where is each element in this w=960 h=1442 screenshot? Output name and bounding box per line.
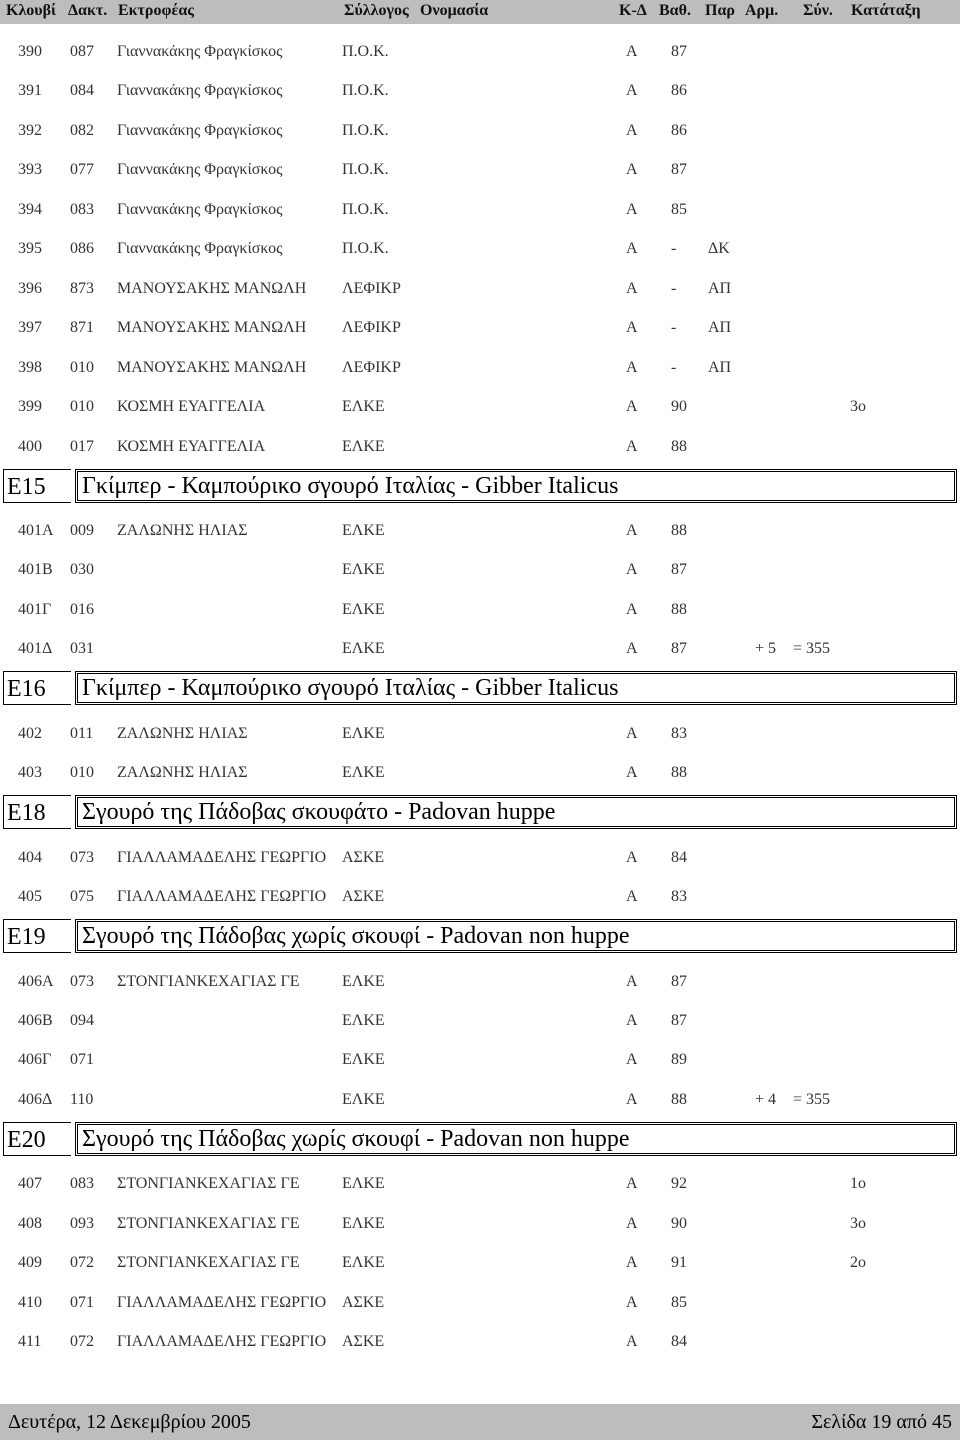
category-header	[0, 795, 960, 831]
entry-number: 401Γ	[18, 600, 52, 618]
ring-number: 030	[70, 561, 94, 579]
table-row	[0, 520, 960, 542]
score: 86	[671, 82, 687, 100]
score: -	[671, 240, 677, 258]
entry-number: 401Α	[18, 521, 54, 539]
status-code: ΑΠ	[708, 319, 732, 337]
breeder-name: ΓΙΑΛΛΑΜΑΔΕΛΗΣ ΓΕΩΡΓΙΟ	[117, 1293, 327, 1311]
score: 88	[671, 1090, 687, 1108]
ring-number: 084	[70, 82, 94, 100]
class-code: Α	[626, 398, 638, 416]
class-code: Α	[626, 640, 638, 658]
table-row	[0, 238, 960, 260]
ring-number: 110	[70, 1090, 94, 1108]
club-name: ΕΛΚΕ	[342, 1090, 385, 1108]
class-code: Α	[626, 561, 638, 579]
status-code: ΔΚ	[708, 240, 730, 258]
entry-number: 411	[18, 1333, 42, 1351]
club-name: ΕΛΚΕ	[342, 1051, 385, 1069]
breeder-name: Γιαννακάκης Φραγκίσκος	[117, 43, 283, 60]
score: 90	[671, 398, 687, 416]
breeder-name: Γιαννακάκης Φραγκίσκος	[117, 161, 283, 179]
class-code: Α	[626, 319, 638, 337]
ring-number: 871	[70, 319, 94, 337]
score: 88	[671, 437, 687, 455]
bonus-points: + 4	[755, 1090, 777, 1108]
club-name: Π.Ο.Κ.	[342, 43, 389, 60]
club-name: ΕΛΚΕ	[342, 600, 385, 618]
header-club: Σύλλογος	[344, 2, 409, 19]
ring-number: 016	[70, 600, 94, 618]
team-total: = 355	[793, 640, 831, 658]
ring-number: 087	[70, 43, 94, 60]
breeder-name: ΚΟΣΜΗ ΕΥΑΓΓΕΛΙΑ	[117, 398, 266, 416]
score: 83	[671, 888, 687, 906]
club-name: ΛΕΦΙΚΡ	[342, 358, 401, 376]
ring-number: 873	[70, 279, 94, 297]
club-name: ΕΛΚΕ	[342, 724, 385, 742]
class-code: Α	[626, 1254, 638, 1272]
breeder-name: Γιαννακάκης Φραγκίσκος	[117, 240, 283, 258]
table-row	[0, 80, 960, 102]
table-row	[0, 886, 960, 908]
entry-number: 391	[18, 82, 42, 100]
category-title: Σγουρό της Πάδοβας χωρίς σκουφί - Padovan non huppe	[75, 1122, 957, 1156]
breeder-name: ΓΙΑΛΛΑΜΑΔΕΛΗΣ ΓΕΩΡΓΙΟ	[117, 848, 327, 866]
club-name: ΛΕΦΙΚΡ	[342, 279, 401, 297]
breeder-name: ΓΙΑΛΛΑΜΑΔΕΛΗΣ ΓΕΩΡΓΙΟ	[117, 1333, 327, 1351]
ring-number: 077	[70, 161, 94, 179]
score: 89	[671, 1051, 687, 1069]
entry-number: 393	[18, 161, 42, 179]
entry-number: 399	[18, 398, 42, 416]
club-name: ΕΛΚΕ	[342, 1254, 385, 1272]
table-row	[0, 357, 960, 379]
ring-number: 083	[70, 200, 94, 218]
header-par: Παρ	[705, 2, 735, 19]
entry-number: 406Α	[18, 972, 54, 990]
class-code: Α	[626, 1293, 638, 1311]
placement: 3ο	[850, 398, 866, 416]
ring-number: 072	[70, 1254, 94, 1272]
category-header	[0, 919, 960, 955]
entry-number: 394	[18, 200, 42, 218]
ring-number: 086	[70, 240, 94, 258]
class-code: Α	[626, 161, 638, 179]
table-row	[0, 638, 960, 660]
score: 87	[671, 161, 687, 179]
ring-number: 093	[70, 1214, 94, 1232]
entry-number: 395	[18, 240, 42, 258]
club-name: Π.Ο.Κ.	[342, 82, 389, 100]
table-row	[0, 1049, 960, 1071]
table-row	[0, 199, 960, 221]
ring-number: 009	[70, 521, 94, 539]
class-code: Α	[626, 1051, 638, 1069]
class-code: Α	[626, 82, 638, 100]
score: 90	[671, 1214, 687, 1232]
class-code: Α	[626, 1333, 638, 1351]
breeder-name: Γιαννακάκης Φραγκίσκος	[117, 121, 283, 139]
entry-number: 401Δ	[18, 640, 53, 658]
header-breeder: Εκτροφέας	[118, 2, 194, 19]
breeder-name: ΣΤΟΝΓΙΑΝΚΕΧΑΓΙΑΣ ΓΕ	[117, 1214, 300, 1232]
class-code: Α	[626, 1175, 638, 1193]
ring-number: 094	[70, 1012, 94, 1029]
club-name: ΕΛΚΕ	[342, 521, 385, 539]
class-code: Α	[626, 437, 638, 455]
category-code: Ε15	[3, 469, 71, 503]
category-title: Σγουρό της Πάδοβας σκουφάτο - Padovan huppe	[75, 795, 957, 829]
category-title: Σγουρό της Πάδοβας χωρίς σκουφί - Padovan non huppe	[75, 919, 957, 953]
breeder-name: ΣΤΟΝΓΙΑΝΚΕΧΑΓΙΑΣ ΓΕ	[117, 1254, 300, 1272]
header-num: Αρμ.	[745, 2, 779, 19]
score: 83	[671, 724, 687, 742]
score: 85	[671, 200, 687, 218]
table-row	[0, 1089, 960, 1111]
table-row	[0, 1173, 960, 1195]
placement: 1ο	[850, 1175, 866, 1193]
header-score: Βαθ.	[659, 2, 691, 19]
breeder-name: ΜΑΝΟΥΣΑΚΗΣ ΜΑΝΩΛΗ	[117, 279, 307, 297]
category-code: Ε19	[3, 919, 71, 953]
entry-number: 400	[18, 437, 42, 455]
score: 85	[671, 1293, 687, 1311]
entry-number: 403	[18, 764, 42, 782]
header-sum: Σύν.	[803, 2, 833, 19]
header-name: Ονομασία	[420, 2, 489, 19]
club-name: ΛΕΦΙΚΡ	[342, 319, 401, 337]
club-name: ΕΛΚΕ	[342, 972, 385, 990]
score: 92	[671, 1175, 687, 1193]
club-name: ΕΛΚΕ	[342, 1175, 385, 1193]
entry-number: 406Γ	[18, 1051, 52, 1069]
score: 84	[671, 848, 687, 866]
entry-number: 398	[18, 358, 42, 376]
score: 87	[671, 972, 687, 990]
table-row	[0, 41, 960, 63]
table-row	[0, 847, 960, 869]
club-name: ΑΣΚΕ	[342, 1293, 385, 1311]
entry-number: 404	[18, 848, 42, 866]
placement: 3ο	[850, 1214, 866, 1232]
score: 87	[671, 1012, 687, 1029]
entry-number: 407	[18, 1175, 42, 1193]
class-code: Α	[626, 240, 638, 258]
entry-number: 390	[18, 43, 42, 60]
class-code: Α	[626, 888, 638, 906]
placement: 2ο	[850, 1254, 866, 1272]
category-code: Ε18	[3, 795, 71, 829]
bonus-points: + 5	[755, 640, 777, 658]
ring-number: 073	[70, 848, 94, 866]
table-row	[0, 1010, 960, 1032]
score: 84	[671, 1333, 687, 1351]
entry-number: 401Β	[18, 561, 53, 579]
entry-number: 406Δ	[18, 1090, 53, 1108]
team-total: = 355	[793, 1090, 831, 1108]
club-name: Π.Ο.Κ.	[342, 161, 389, 179]
header-cage: Κλουβί	[6, 2, 56, 19]
score: 88	[671, 521, 687, 539]
score: 88	[671, 600, 687, 618]
entry-number: 409	[18, 1254, 42, 1272]
table-row	[0, 762, 960, 784]
table-row	[0, 120, 960, 142]
breeder-name: ΖΑΛΩΝΗΣ ΗΛΙΑΣ	[117, 521, 248, 539]
category-header	[0, 469, 960, 505]
category-code: Ε20	[3, 1122, 71, 1156]
table-row	[0, 971, 960, 993]
ring-number: 075	[70, 888, 94, 906]
breeder-name: ΖΑΛΩΝΗΣ ΗΛΙΑΣ	[117, 764, 248, 782]
score: 87	[671, 640, 687, 658]
header-ring: Δακτ.	[68, 2, 108, 19]
header-rank: Κατάταξη	[851, 2, 921, 19]
table-row	[0, 159, 960, 181]
score: 86	[671, 121, 687, 139]
category-title: Γκίμπερ - Καμπούρικο σγουρό Ιταλίας - Gibber Italicus	[75, 671, 957, 705]
breeder-name: ΚΟΣΜΗ ΕΥΑΓΓΕΛΙΑ	[117, 437, 266, 455]
ring-number: 071	[70, 1293, 94, 1311]
footer-date: Δευτέρα, 12 Δεκεμβρίου 2005	[8, 1411, 251, 1433]
club-name: ΕΛΚΕ	[342, 764, 385, 782]
breeder-name: ΜΑΝΟΥΣΑΚΗΣ ΜΑΝΩΛΗ	[117, 358, 307, 376]
club-name: ΕΛΚΕ	[342, 1214, 385, 1232]
entry-number: 410	[18, 1293, 42, 1311]
table-row	[0, 559, 960, 581]
club-name: ΑΣΚΕ	[342, 848, 385, 866]
club-name: Π.Ο.Κ.	[342, 121, 389, 139]
ring-number: 082	[70, 121, 94, 139]
class-code: Α	[626, 1090, 638, 1108]
class-code: Α	[626, 600, 638, 618]
club-name: ΑΣΚΕ	[342, 888, 385, 906]
ring-number: 017	[70, 437, 94, 455]
ring-number: 083	[70, 1175, 94, 1193]
breeder-name: Γιαννακάκης Φραγκίσκος	[117, 200, 283, 218]
class-code: Α	[626, 121, 638, 139]
table-row	[0, 1331, 960, 1353]
class-code: Α	[626, 972, 638, 990]
table-row	[0, 436, 960, 458]
entry-number: 392	[18, 121, 42, 139]
category-code: Ε16	[3, 671, 71, 705]
class-code: Α	[626, 764, 638, 782]
club-name: ΕΛΚΕ	[342, 561, 385, 579]
entry-number: 396	[18, 279, 42, 297]
ring-number: 010	[70, 358, 94, 376]
breeder-name: ΓΙΑΛΛΑΜΑΔΕΛΗΣ ΓΕΩΡΓΙΟ	[117, 888, 327, 906]
header-class: Κ-Δ	[619, 2, 647, 19]
breeder-name: ΖΑΛΩΝΗΣ ΗΛΙΑΣ	[117, 724, 248, 742]
score: -	[671, 279, 677, 297]
table-row	[0, 278, 960, 300]
table-row	[0, 396, 960, 418]
status-code: ΑΠ	[708, 279, 732, 297]
club-name: Π.Ο.Κ.	[342, 240, 389, 258]
club-name: Π.Ο.Κ.	[342, 200, 389, 218]
club-name: ΕΛΚΕ	[342, 1012, 385, 1029]
class-code: Α	[626, 1012, 638, 1029]
category-header	[0, 671, 960, 707]
ring-number: 073	[70, 972, 94, 990]
ring-number: 031	[70, 640, 94, 658]
breeder-name: ΜΑΝΟΥΣΑΚΗΣ ΜΑΝΩΛΗ	[117, 319, 307, 337]
table-row	[0, 599, 960, 621]
breeder-name: Γιαννακάκης Φραγκίσκος	[117, 82, 283, 100]
ring-number: 010	[70, 398, 94, 416]
class-code: Α	[626, 279, 638, 297]
ring-number: 071	[70, 1051, 94, 1069]
entry-number: 405	[18, 888, 42, 906]
breeder-name: ΣΤΟΝΓΙΑΝΚΕΧΑΓΙΑΣ ΓΕ	[117, 1175, 300, 1193]
class-code: Α	[626, 521, 638, 539]
table-row	[0, 317, 960, 339]
club-name: ΕΛΚΕ	[342, 437, 385, 455]
category-title: Γκίμπερ - Καμπούρικο σγουρό Ιταλίας - Gibber Italicus	[75, 469, 957, 503]
table-row	[0, 1213, 960, 1235]
score: -	[671, 358, 677, 376]
club-name: ΕΛΚΕ	[342, 640, 385, 658]
breeder-name: ΣΤΟΝΓΙΑΝΚΕΧΑΓΙΑΣ ΓΕ	[117, 972, 300, 990]
class-code: Α	[626, 1214, 638, 1232]
score: -	[671, 319, 677, 337]
entry-number: 406Β	[18, 1012, 53, 1029]
ring-number: 011	[70, 724, 94, 742]
status-code: ΑΠ	[708, 358, 732, 376]
score: 88	[671, 764, 687, 782]
footer-page-number: Σελίδα 19 από 45	[811, 1411, 952, 1433]
score: 91	[671, 1254, 687, 1272]
class-code: Α	[626, 724, 638, 742]
club-name: ΑΣΚΕ	[342, 1333, 385, 1351]
table-row	[0, 723, 960, 745]
class-code: Α	[626, 848, 638, 866]
ring-number: 072	[70, 1333, 94, 1351]
class-code: Α	[626, 358, 638, 376]
score: 87	[671, 43, 687, 60]
ring-number: 010	[70, 764, 94, 782]
category-header	[0, 1122, 960, 1158]
club-name: ΕΛΚΕ	[342, 398, 385, 416]
table-row	[0, 1252, 960, 1274]
entry-number: 402	[18, 724, 42, 742]
class-code: Α	[626, 43, 638, 60]
entry-number: 408	[18, 1214, 42, 1232]
table-row	[0, 1292, 960, 1314]
class-code: Α	[626, 200, 638, 218]
entry-number: 397	[18, 319, 42, 337]
page-footer	[0, 1404, 960, 1440]
score: 87	[671, 561, 687, 579]
